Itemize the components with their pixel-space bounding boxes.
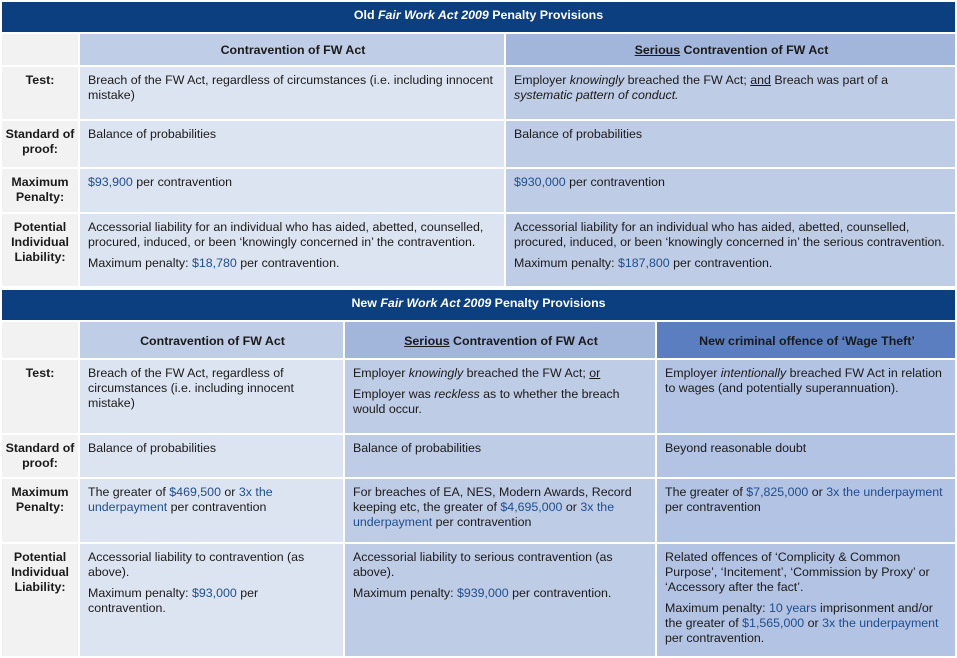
paragraph [353, 586, 649, 601]
text-segment: Employer [665, 366, 721, 380]
text-segment: or [589, 366, 601, 380]
table-cell [656, 543, 956, 657]
penalty-value: $469,500 [169, 485, 221, 499]
row-label: Potential Individual Liability: [1, 213, 79, 287]
penalty-value: $93,000 [191, 586, 237, 600]
penalty-value: 3x the underpayment [353, 500, 615, 529]
table-cell [344, 434, 656, 478]
table-cell [505, 213, 956, 287]
paragraph [88, 586, 337, 616]
table-cell [344, 543, 656, 657]
row-label: Standard of proof: [1, 434, 79, 478]
paragraph [88, 366, 337, 411]
table-cell [79, 213, 505, 287]
text-segment: per contravention [665, 500, 761, 514]
text-segment: Balance of probabilities [88, 441, 217, 455]
text-segment: Maximum penalty: [514, 256, 618, 270]
text-segment: imprisonment and/or the greater of [665, 601, 933, 630]
section-title [1, 1, 956, 33]
text-segment: and [750, 73, 771, 87]
text-segment: Contravention of FW Act [680, 43, 829, 57]
text-segment: Accessorial liability for an individual who has aided, abetted, counselled, procured, induced, or been ‘knowingly concerned in’ the contravention. [88, 220, 484, 249]
table-cell [79, 359, 344, 434]
table-cell [505, 168, 956, 213]
text-segment: knowingly [569, 73, 625, 87]
text-segment: Maximum penalty: [88, 586, 192, 600]
text-segment: Related offences of ‘Complicity & Common Purpose’, ‘Incitement’, ‘Commission by Proxy’ or ‘Accessory after the fact’. [665, 550, 930, 594]
text-segment: New [351, 296, 381, 310]
text-segment: per contravention. [508, 586, 612, 600]
table-row [1, 478, 956, 543]
text-segment: Employer was [353, 387, 435, 401]
table-row [1, 213, 956, 287]
table-cell [656, 434, 956, 478]
text-segment: Accessorial liability to contravention (as above). [88, 550, 305, 579]
text-segment: Employer [353, 366, 409, 380]
penalty-value: $939,000 [456, 586, 509, 600]
penalty-value: 3x the underpayment [822, 616, 939, 630]
table-cell [79, 434, 344, 478]
text-segment: as to whether the breach would occur. [353, 387, 620, 416]
table-cell [79, 120, 505, 168]
table-row [1, 543, 956, 657]
row-label: Test: [1, 359, 79, 434]
text-segment: knowingly [408, 366, 464, 380]
text-segment: Contravention of FW Act [220, 43, 366, 57]
text-segment: per contravention [565, 175, 665, 189]
penalty-value: $187,800 [617, 256, 670, 270]
text-segment: Contravention of FW Act [449, 333, 598, 348]
text-segment: or [562, 500, 581, 514]
column-header [344, 321, 656, 359]
table-row [1, 168, 956, 213]
row-label: Maximum Penalty: [1, 478, 79, 543]
table-row [1, 66, 956, 120]
column-header [656, 321, 956, 359]
paragraph [353, 550, 649, 580]
section-title [1, 289, 956, 321]
text-segment: Breach was part of a [770, 73, 889, 87]
paragraph [665, 485, 949, 515]
column-header [79, 321, 344, 359]
text-segment: per contravention. [669, 256, 773, 270]
text-segment: Fair Work Act 2009 [377, 8, 489, 22]
text-segment: Old [353, 8, 378, 22]
text-segment: breached the FW Act; [624, 73, 751, 87]
paragraph [514, 256, 949, 271]
table-cell [79, 478, 344, 543]
text-segment: per contravention. [236, 256, 340, 270]
paragraph [514, 175, 949, 190]
text-segment: or [220, 485, 239, 499]
table-cell [79, 66, 505, 120]
table-cell [79, 543, 344, 657]
paragraph [665, 550, 949, 595]
text-segment: For breaches of EA, NES, Modern Awards, Record keeping etc, the greater of [353, 485, 632, 514]
penalty-value: 3x the underpayment [88, 485, 273, 514]
paragraph [88, 441, 337, 456]
paragraph [514, 220, 949, 250]
text-segment: Serious [634, 43, 681, 57]
penalty-value: $93,900 [88, 175, 133, 189]
row-label: Maximum Penalty: [1, 168, 79, 213]
table-row [1, 359, 956, 434]
corner-cell [1, 33, 79, 66]
text-segment: Breach of the FW Act, regardless of circumstances (i.e. including innocent mistake) [88, 366, 294, 410]
penalty-value: $1,565,000 [742, 616, 805, 630]
text-segment: Maximum penalty: [353, 586, 457, 600]
paragraph [88, 485, 337, 515]
text-segment: breached FW Act in relation to wages (and potentially superannuation). [665, 366, 942, 395]
text-segment: systematic pattern of conduct. [514, 88, 679, 102]
table-cell [505, 120, 956, 168]
old-penalty-table [0, 0, 957, 288]
text-segment: reckless [434, 387, 480, 401]
table-row [1, 434, 956, 478]
text-segment: intentionally [720, 366, 787, 380]
penalty-value: $4,695,000 [500, 500, 563, 514]
text-segment: Contravention of FW Act [140, 333, 285, 348]
paragraph [665, 366, 949, 396]
table-cell [656, 478, 956, 543]
text-segment: per contravention. [88, 586, 259, 615]
text-segment: Breach of the FW Act, regardless of circumstances (i.e. including innocent mistake) [88, 73, 493, 102]
paragraph [353, 366, 649, 381]
table-row [1, 120, 956, 168]
text-segment: or [804, 616, 823, 630]
corner-cell [1, 321, 79, 359]
paragraph [665, 441, 949, 456]
text-segment: Beyond reasonable doubt [665, 441, 807, 455]
paragraph [353, 485, 649, 530]
paragraph [514, 127, 949, 142]
table-cell [505, 66, 956, 120]
paragraph [88, 256, 498, 271]
text-segment: Employer [514, 73, 570, 87]
text-segment: Accessorial liability for an individual who has aided, abetted, counselled, procured, induced, or been ‘knowingly concerned in’ the serious contravention. [514, 220, 945, 249]
text-segment: Maximum penalty: [88, 256, 192, 270]
column-header [505, 33, 956, 66]
penalty-value: $930,000 [514, 175, 566, 189]
new-penalty-table [0, 288, 957, 658]
paragraph [353, 441, 649, 456]
text-segment: per contravention [132, 175, 232, 189]
table-cell [344, 359, 656, 434]
text-segment: per contravention [432, 515, 532, 529]
text-segment: per contravention [167, 500, 267, 514]
paragraph [353, 387, 649, 417]
penalty-value: $7,825,000 [746, 485, 809, 499]
paragraph [665, 601, 949, 646]
table-cell [79, 168, 505, 213]
paragraph [88, 550, 337, 580]
text-segment: Balance of probabilities [514, 127, 643, 141]
paragraph [88, 220, 498, 250]
table-cell [656, 359, 956, 434]
text-segment: Maximum penalty: [665, 601, 769, 615]
penalty-value: 10 years [768, 601, 817, 615]
row-label: Standard of proof: [1, 120, 79, 168]
row-label: Test: [1, 66, 79, 120]
text-segment: The greater of [665, 485, 747, 499]
text-segment: The greater of [88, 485, 170, 499]
text-segment: New criminal offence of ‘Wage Theft’ [699, 333, 915, 348]
text-segment: per contravention. [665, 631, 765, 645]
paragraph [88, 127, 498, 142]
text-segment: Accessorial liability to serious contravention (as above). [353, 550, 613, 579]
text-segment: Serious [404, 333, 450, 348]
paragraph [88, 175, 498, 190]
paragraph [514, 73, 949, 103]
paragraph [88, 73, 498, 103]
table-cell [344, 478, 656, 543]
text-segment: Balance of probabilities [353, 441, 482, 455]
column-header [79, 33, 505, 66]
text-segment: Balance of probabilities [88, 127, 217, 141]
text-segment: or [808, 485, 827, 499]
text-segment: breached the FW Act; [463, 366, 590, 380]
penalty-value: $18,780 [191, 256, 237, 270]
text-segment: Fair Work Act 2009 [380, 296, 492, 310]
row-label: Potential Individual Liability: [1, 543, 79, 657]
text-segment: Penalty Provisions [491, 296, 606, 310]
penalty-value: 3x the underpayment [826, 485, 943, 499]
text-segment: Penalty Provisions [488, 8, 604, 22]
